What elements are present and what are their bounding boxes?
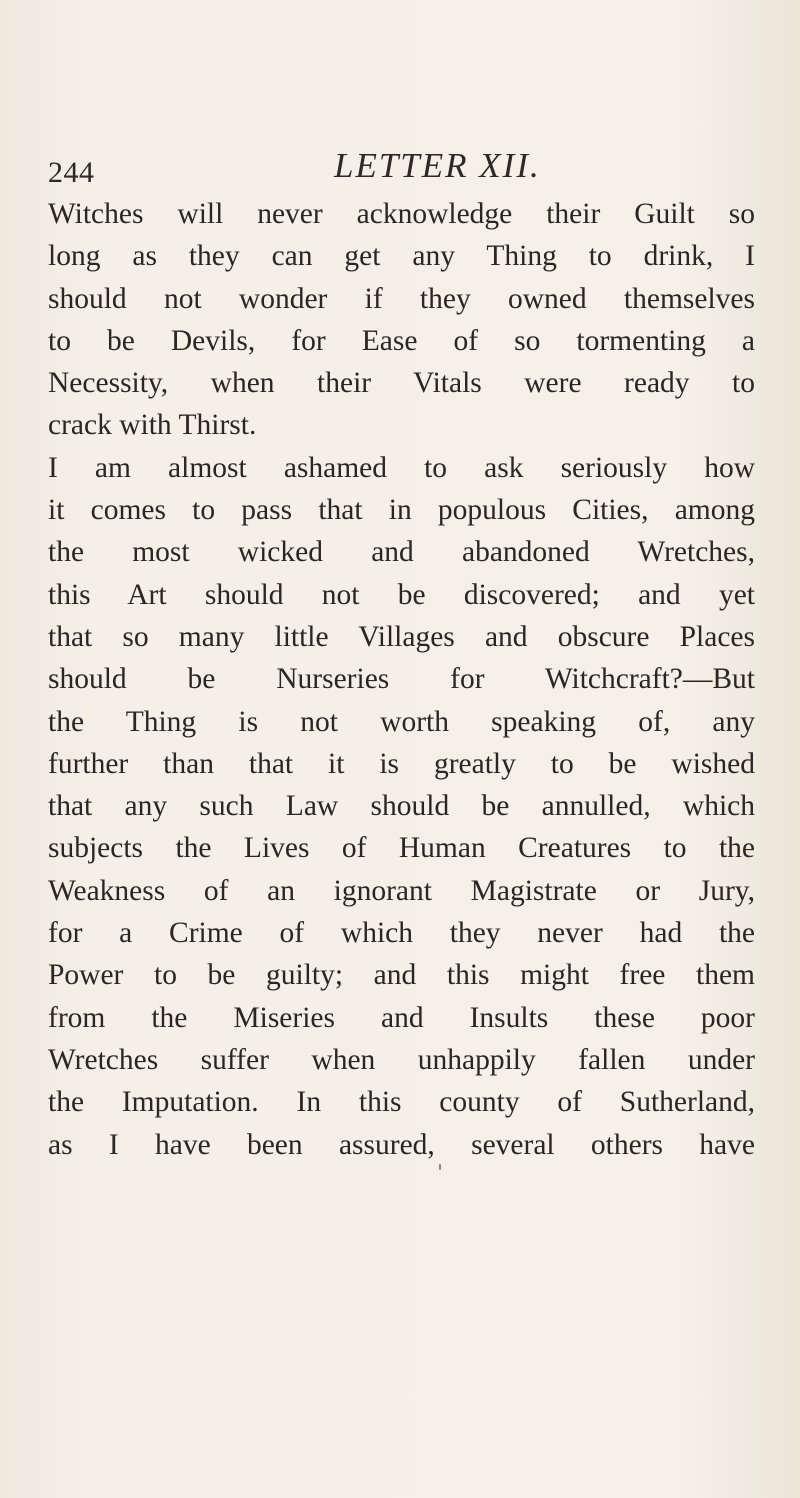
text-line: the Imputation. In this county of Sutherland, [48,1086,755,1119]
page-number: 244 [48,156,95,189]
text-line: crack with Thirst. [48,409,257,442]
running-head [48,146,748,189]
paper-speck [439,1164,441,1170]
body-text [48,193,755,1166]
text-line: Wretches suffer when unhappily fallen under [48,1043,755,1076]
text-line: the Thing is not worth speaking of, any [48,705,755,738]
text-line: should not wonder if they owned themselves [48,282,755,315]
text-line: Necessity, when their Vitals were ready to [48,367,755,400]
text-line: from the Miseries and Insults these poor [48,1001,755,1034]
text-line: for a Crime of which they never had the [48,917,755,950]
text-line: I am almost ashamed to ask seriously how [48,451,755,484]
text-line: further than that it is greatly to be wished [48,747,755,780]
text-line: to be Devils, for Ease of so tormenting a [48,324,755,357]
text-line: as I have been assured, several others have [48,1128,755,1161]
text-line: the most wicked and abandoned Wretches, [48,536,755,569]
text-line: Witches will never acknowledge their Guilt so [48,198,755,230]
text-line: that any such Law should be annulled, which [48,790,755,823]
text-line: this Art should not be discovered; and yet [48,578,755,611]
text-line: long as they can get any Thing to drink, I [48,240,755,273]
text-line: Weakness of an ignorant Magistrate or Jury, [48,874,755,907]
text-line: Power to be guilty; and this might free them [48,959,755,992]
text-line: it comes to pass that in populous Cities, among [48,494,755,527]
text-line: should be Nurseries for Witchcraft?—But [48,663,755,696]
text-line: that so many little Villages and obscure Places [48,620,755,653]
text-line: subjects the Lives of Human Creatures to the [48,832,755,865]
running-title: LETTER XII. [334,146,541,185]
